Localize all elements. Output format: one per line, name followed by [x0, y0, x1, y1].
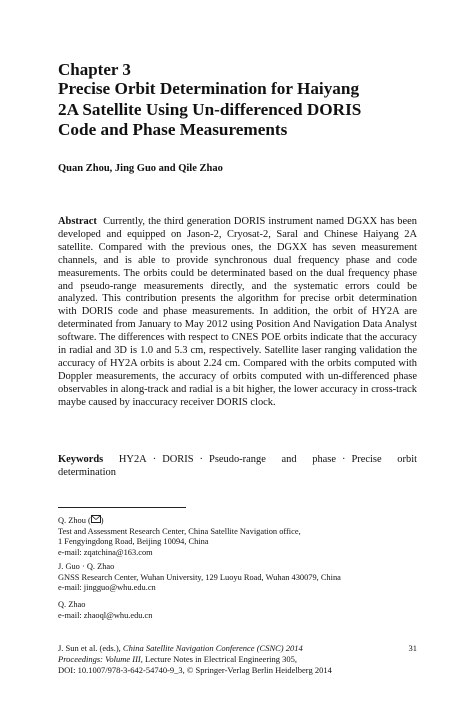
keyword-item: DORIS — [162, 454, 194, 465]
affiliation-block — [58, 600, 438, 621]
affiliation-email[interactable]: e-mail: zhaoql@whu.edu.cn — [58, 610, 153, 620]
keyword-separator: · — [199, 454, 204, 465]
keywords-label: Keywords — [58, 454, 104, 465]
citation-doi[interactable]: DOI: 10.1007/978-3-642-54740-9_3, © Springer-Verlag Berlin Heidelberg 2014 — [58, 665, 332, 676]
page-number: 31 — [408, 643, 417, 653]
citation-footer — [58, 643, 417, 677]
affiliation-author: Q. Zhao — [58, 600, 86, 609]
affiliation-email[interactable]: e-mail: zqatchina@163.com — [58, 547, 153, 557]
abstract-text: Currently, the third generation DORIS instrument named DGXX has been developed and equipped on Jason-2, Cryosat-2, Saral and Chinese Haiyang 2A satellite. Compared with the previous ones, the DGXX has seven measurement channels, and is able to provide synchronous dual frequency phase and code measurements. The orbits could be determinated based on the dual frequency phase and pseudo-range measurements directly, and the systematic errors could be analyzed. This contribution presents the algorithm for precise orbit determination with DORIS code and phase measurements. In addition, the orbit of HY2A are determinated from January to May 2012 using Position And Navigation Data Analyst software. The differences with respect to CNES POE orbits indicate that the accuracy in radial and 3D is 1.0 and 5.3 cm, respectively. Satellite laser ranging validation the accuracy of HY2A orbits is about 2.24 cm. Compared with the orbits computed with Doppler measurements, the accuracy of orbits computed with un-differenced phase observables in along-track and radial is a bit higher, the lower accuracy in cross-track maybe caused by inaccuracy receiver DORIS clock. — [58, 216, 418, 408]
abstract — [58, 216, 417, 410]
affiliation-institution: GNSS Research Center, Wuhan University, 129 Luoyu Road, Wuhan 430079, China — [58, 572, 341, 582]
chapter-title — [58, 79, 438, 141]
envelope-icon — [91, 515, 101, 523]
title-line-3: Code and Phase Measurements — [58, 120, 288, 139]
affiliation-block — [58, 562, 438, 594]
affiliation-block — [58, 515, 438, 558]
authors: Quan Zhou, Jing Guo and Qile Zhao — [58, 163, 223, 174]
keyword-item: Pseudo-range and phase — [209, 454, 336, 465]
affiliation-author: J. Guo · Q. Zhao — [58, 562, 115, 571]
keyword-separator: · — [342, 454, 346, 465]
footnote-divider — [58, 507, 186, 508]
keyword-item: Precise orbit determination — [58, 454, 417, 478]
chapter-label: Chapter 3 — [58, 60, 131, 79]
affiliation-address: 1 Fengyingdong Road, Beijing 10094, China — [58, 537, 209, 547]
keywords — [58, 453, 417, 479]
keyword-separator: · — [152, 454, 157, 465]
affiliation-email[interactable]: e-mail: jingguo@whu.edu.cn — [58, 583, 156, 593]
title-line-2: 2A Satellite Using Un-differenced DORIS — [58, 99, 362, 119]
title-line-1: Precise Orbit Determination for Haiyang — [58, 79, 360, 98]
keyword-item: HY2A — [118, 454, 147, 465]
affiliation-institution: Test and Assessment Research Center, China Satellite Navigation office, — [58, 526, 301, 536]
abstract-label: Abstract — [58, 216, 97, 227]
citation-line-2: Proceedings: Volume III, Lecture Notes in Electrical Engineering 305, — [58, 654, 298, 665]
citation-line-1: J. Sun et al. (eds.), China Satellite Navigation Conference (CSNC) 2014 — [58, 643, 303, 653]
affiliation-author: Q. Zhou ( ) — [58, 516, 104, 525]
